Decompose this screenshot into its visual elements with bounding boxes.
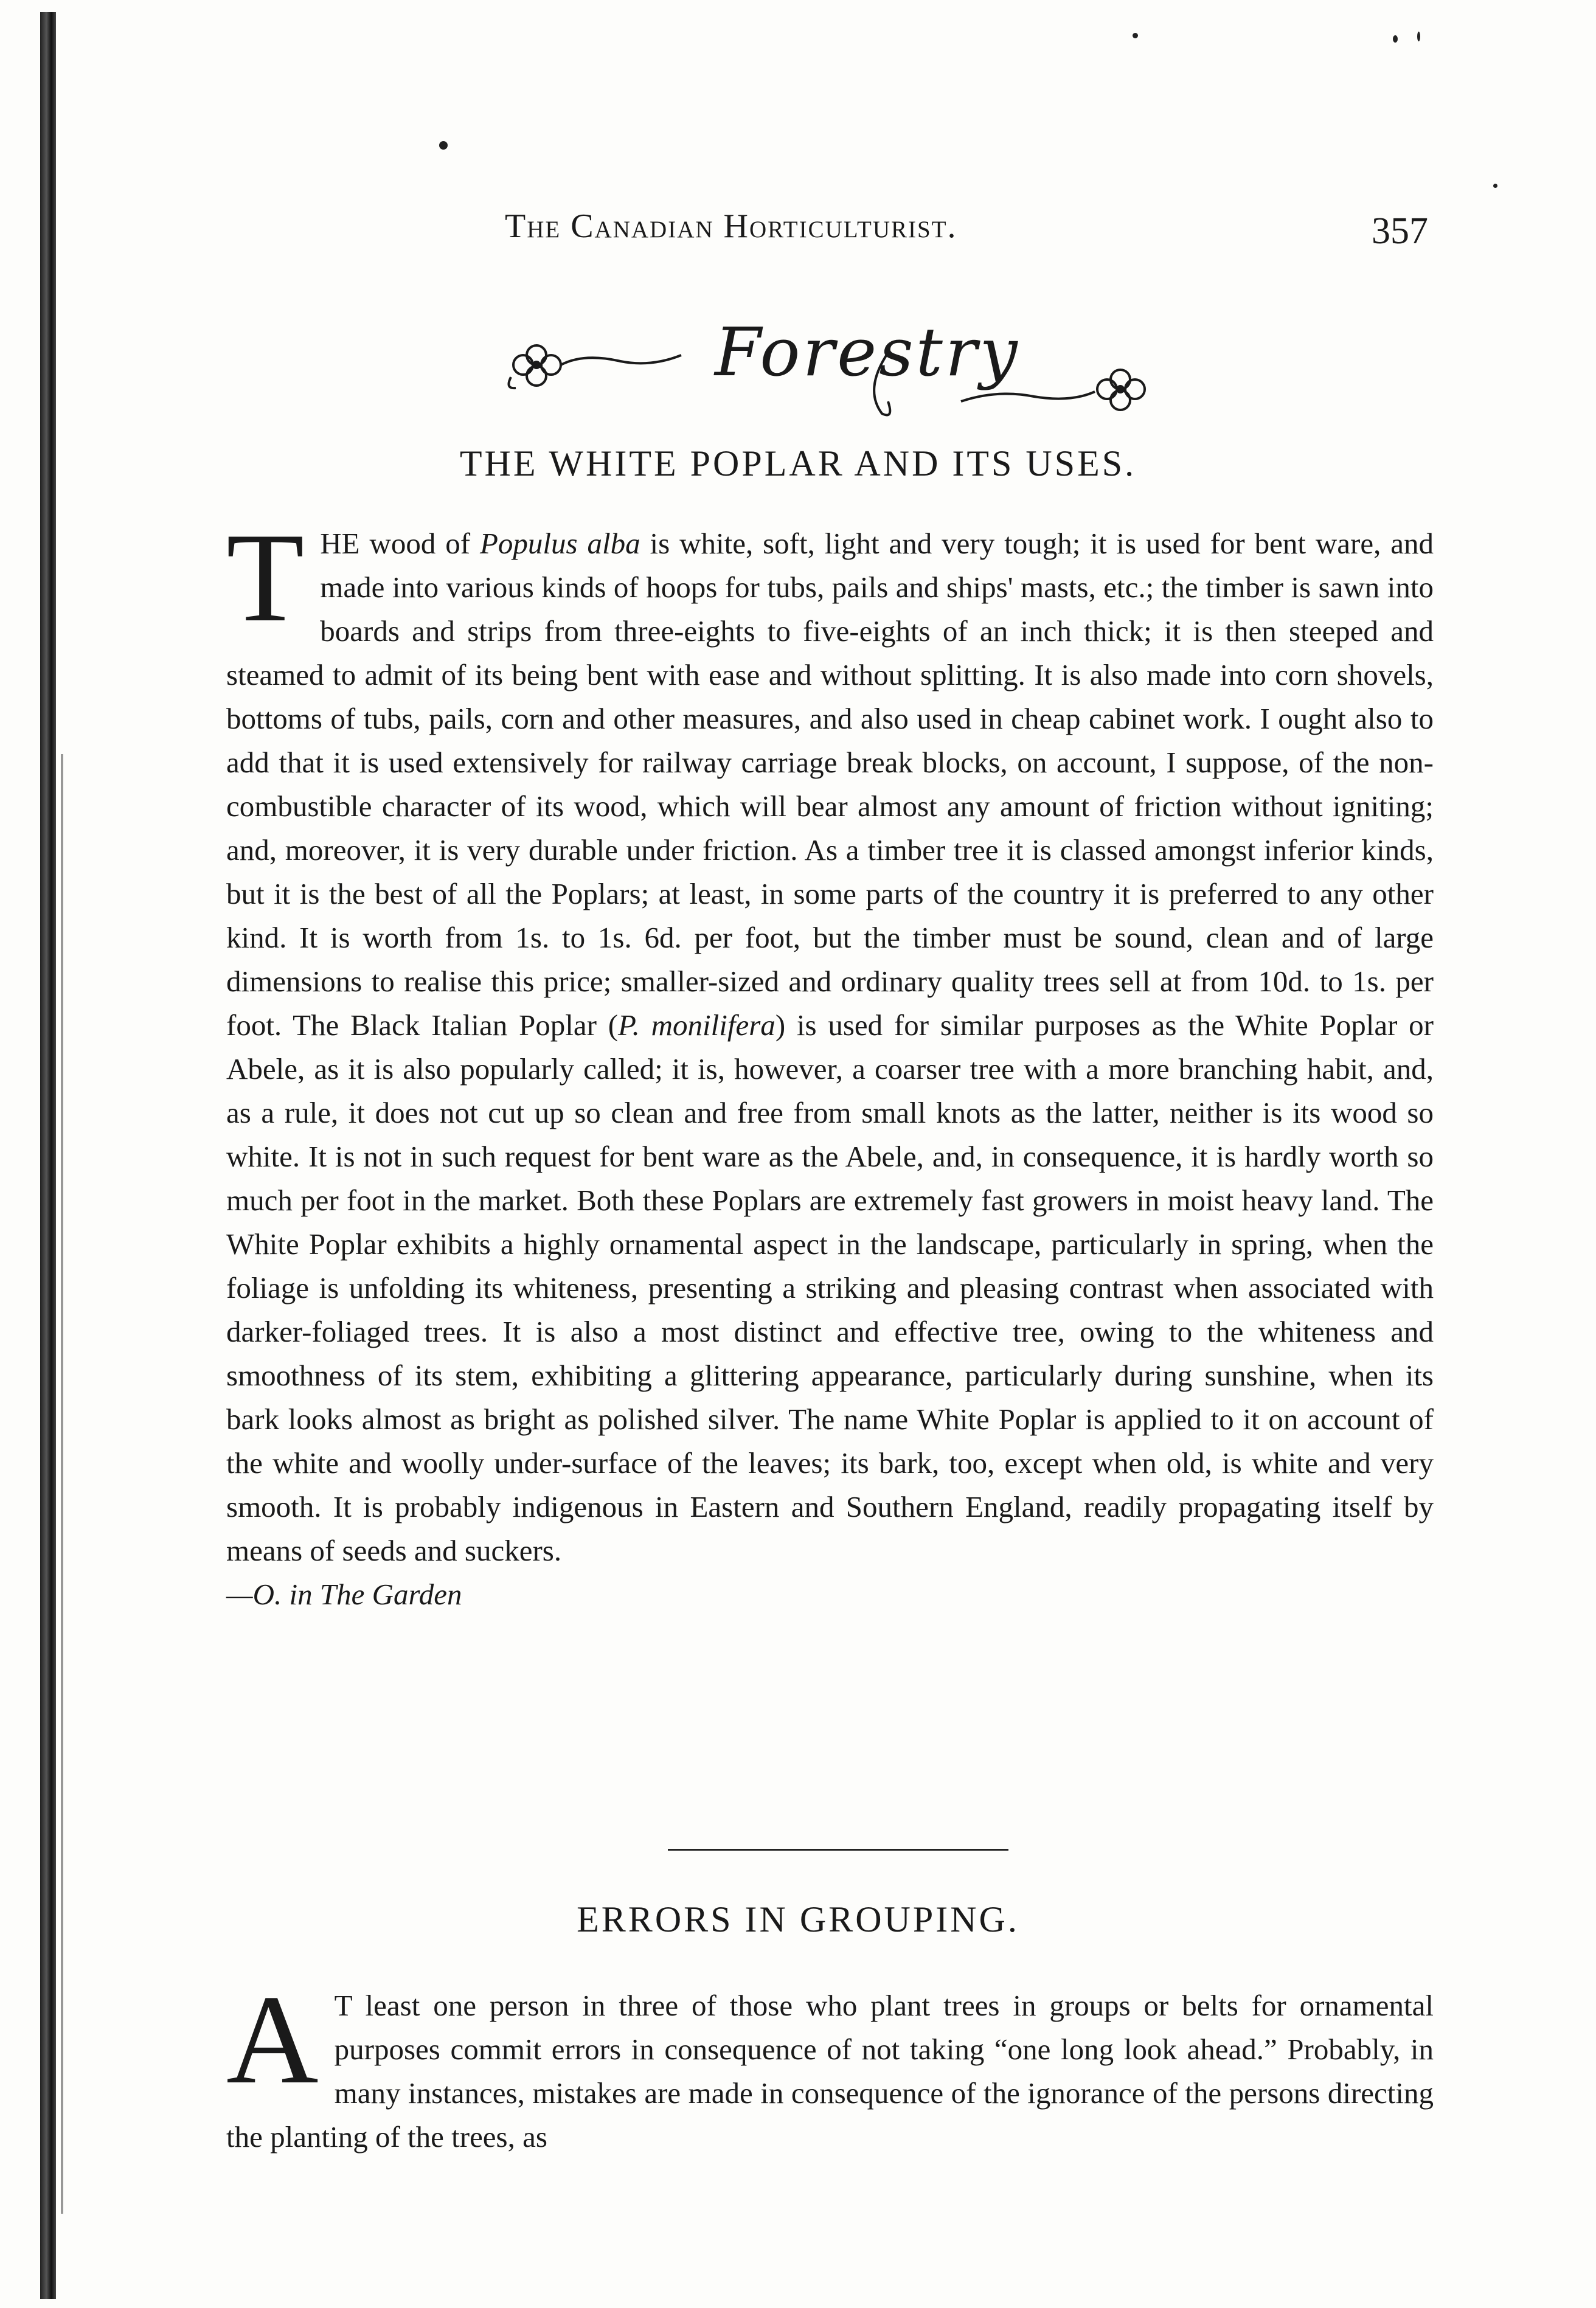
page-binding-edge	[40, 12, 56, 2299]
page-number: 357	[1372, 210, 1428, 252]
drop-cap: A	[226, 1969, 319, 2110]
species-name: Populus alba	[480, 527, 640, 560]
running-head: The Canadian Horticulturist.	[505, 207, 957, 245]
article-body	[226, 1969, 1434, 2159]
body-text: HE wood of	[320, 527, 480, 560]
body-text: ) is used for similar purposes as the White Poplar or Abele, as it is also popularly called; it is, however, a coarser tree with a more branching habit, and, as a rule, it does not cut up so clean and free from small knots as the latter, neither is its wood so white. It is not in such request for bent ware as the Abele, and, in consequence, it is hardly worth so much per foot in the market. Both these Poplars are extremely fast growers in moist heavy land. The White Poplar exhibits a highly ornamental aspect in the landscape, particularly in spring, when the foliage is unfolding its whiteness, presenting a striking and pleasing contrast when associated with darker-foliaged trees. It is also a most distinct and effective tree, owing to the whiteness and smoothness of its stem, exhibiting a glittering appearance, particularly during sunshine, when its bark looks almost as bright as polished silver. The name White Poplar is applied to it on account of the white and woolly under-surface of the leaves; its bark, too, except when old, is white and very smooth. It is probably indigenous in Eastern and Southern England, readily propagating itself by means of seeds and suckers.	[226, 1008, 1434, 1567]
ink-speck	[1417, 32, 1420, 41]
article-title: THE WHITE POPLAR AND ITS USES.	[459, 443, 1137, 483]
binding-shadow	[61, 754, 63, 2214]
drop-cap: T	[226, 507, 305, 648]
section-title: Forestry	[715, 313, 1020, 391]
body-text: T least one person in three of those who plant trees in groups or belts for ornamental purposes commit errors in consequence of not taking “one long look ahead.” Probably, in many instances, mistakes are made in consequence of the ignorance of the persons directing the planting of the trees, as	[226, 1989, 1434, 2154]
ink-speck	[1133, 33, 1138, 38]
ink-speck	[1393, 35, 1398, 43]
citation: —O. in The Garden	[226, 1578, 462, 1611]
ink-speck	[439, 141, 448, 150]
section-divider	[668, 1849, 1008, 1851]
body-text: is white, soft, light and very tough; it is used for bent ware, and made into various kinds of hoops for tubs, pails and ships' masts, etc.; the timber is sawn into boards and strips from three-eights to five-eights of an inch thick; it is then steeped and steamed to admit of its being bent with ease and without splitting. It is also made into corn shovels, bottoms of tubs, pails, corn and other measures, and also used in cheap cabinet work. I ought also to add that it is used extensively for railway carriage break blocks, on account, I suppose, of the non-combustible character of its wood, which will bear almost any amount of friction without igniting; and, moreover, it is very durable under friction. As a timber tree it is classed amongst inferior kinds, but it is the best of all the Poplars; at least, in some parts of the country it is preferred to any other kind. It is worth from 1s. to 1s. 6d. per foot, but the timber must be sound, clean and of large dimensions to realise this price; smaller-sized and ordinary quality trees sell at from 10d. to 1s. per foot. The Black Italian Poplar (	[226, 527, 1434, 1042]
article-title: ERRORS IN GROUPING.	[577, 1899, 1019, 1939]
species-name: P. monilifera	[618, 1008, 775, 1042]
article-body	[226, 507, 1434, 1617]
ink-speck	[1493, 184, 1497, 188]
